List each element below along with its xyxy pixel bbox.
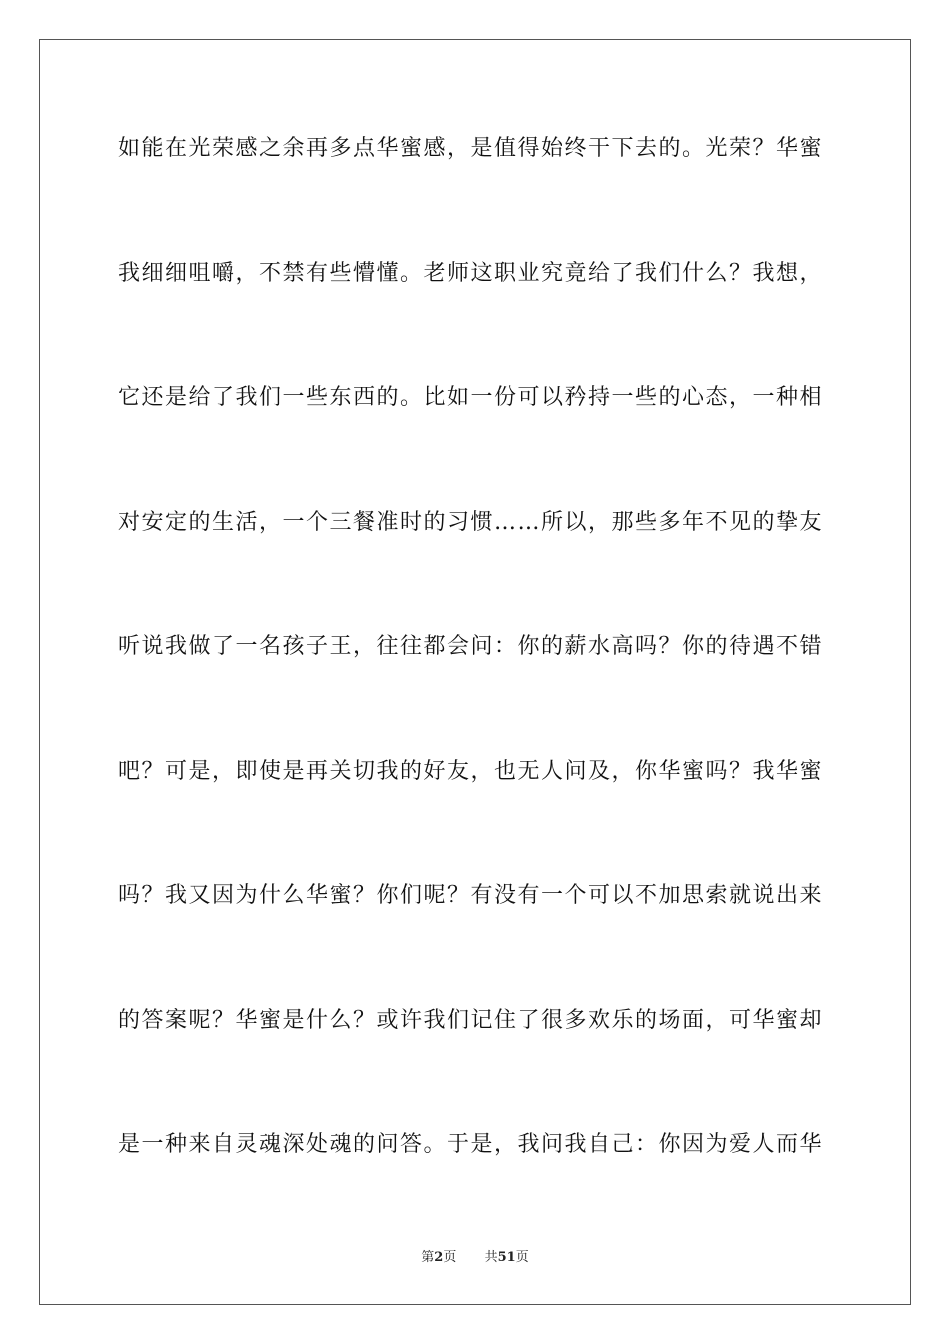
text-line: 听说我做了一名孩子王，往往都会问：你的薪水高吗？你的待遇不错 [118,634,824,659]
text-line: 吧？可是，即使是再关切我的好友，也无人问及，你华蜜吗？我华蜜 [118,758,824,784]
text-line: 我细细咀嚼，不禁有些懵懂。老师这职业究竟给了我们什么？我想， [118,260,824,286]
page-footer [0,1246,950,1265]
page-prefix: 第 [421,1250,435,1265]
text-line: 的答案呢？华蜜是什么？或许我们记住了很多欢乐的场面，可华蜜却 [118,1007,824,1033]
text-line: 它还是给了我们一些东西的。比如一份可以矜持一些的心态，一种相 [118,385,824,410]
text-line: 是一种来自灵魂深处魂的问答。于是，我问我自己：你因为爱人而华 [118,1132,824,1157]
page-number: 2 [434,1250,444,1265]
page-suffix: 页 [443,1250,457,1265]
text-line: 吗？我又因为什么华蜜？你们呢？有没有一个可以不加思索就说出来 [118,883,824,908]
document-body [118,122,834,1243]
total-prefix: 共 [484,1250,498,1265]
text-line: 如能在光荣感之余再多点华蜜感，是值得始终干下去的。光荣？华蜜 [118,136,824,161]
total-suffix: 页 [515,1250,529,1265]
text-line: 对安定的生活，一个三餐准时的习惯……所以，那些多年不见的挚友 [118,509,824,535]
total-pages: 51 [497,1250,516,1265]
